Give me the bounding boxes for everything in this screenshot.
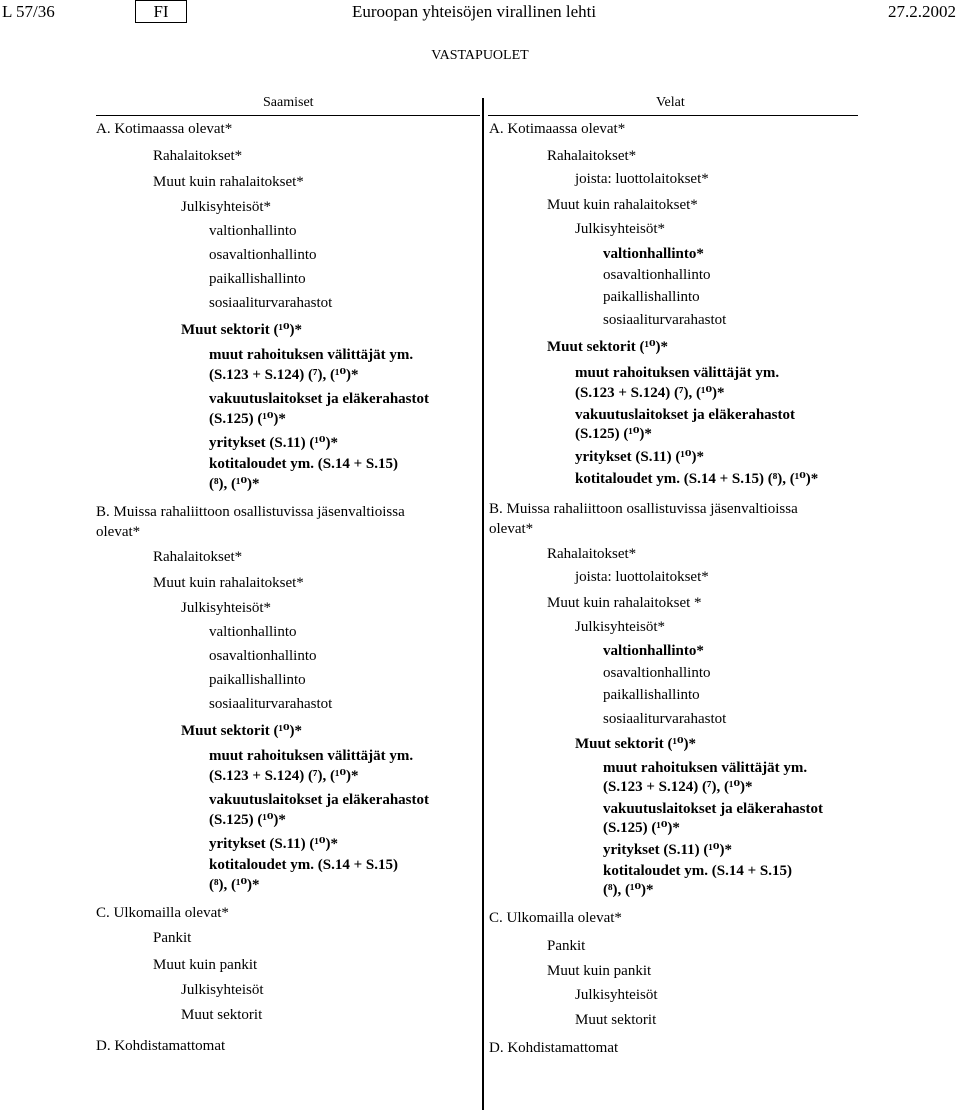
left-line-muut-rahoituksen-va-litta-ja-t-ym: muut rahoituksen välittäjät ym. <box>209 748 414 764</box>
right-line-muut-kuin-rahalaitokset: Muut kuin rahalaitokset* <box>547 197 698 213</box>
left-line-item: (⁸), (¹⁰)* <box>209 476 260 492</box>
left-line-s-123-s-124: (S.123 + S.124) (⁷), (¹⁰)* <box>209 768 359 784</box>
right-line-b-muissa-rahaliittoon-osallistuvissa-ja-: B. Muissa rahaliittoon osallistuvissa jäsenvaltioissa <box>489 501 798 517</box>
right-line-muut-rahoituksen-va-litta-ja-t-ym: muut rahoituksen välittäjät ym. <box>603 760 808 776</box>
right-line-muut-rahoituksen-va-litta-ja-t-ym: muut rahoituksen välittäjät ym. <box>575 365 780 381</box>
right-line-osavaltionhallinto: osavaltionhallinto <box>603 665 711 681</box>
right-line-joista-luottolaitokset: joista: luottolaitokset* <box>575 171 709 187</box>
left-line-julkisyhteiso-t: Julkisyhteisöt* <box>181 600 272 616</box>
left-line-d-kohdistamattomat: D. Kohdistamattomat <box>96 1038 226 1054</box>
right-line-julkisyhteiso-t: Julkisyhteisöt* <box>575 221 666 237</box>
left-line-kotitaloudet-ym-s-14-s-15: kotitaloudet ym. (S.14 + S.15) <box>209 456 398 472</box>
left-line-muut-rahoituksen-va-litta-ja-t-ym: muut rahoituksen välittäjät ym. <box>209 347 414 363</box>
right-line-muut-sektorit: Muut sektorit (¹⁰)* <box>575 736 697 752</box>
right-line-rahalaitokset: Rahalaitokset* <box>547 546 637 562</box>
left-line-rahalaitokset: Rahalaitokset* <box>153 148 243 164</box>
left-line-osavaltionhallinto: osavaltionhallinto <box>209 247 317 263</box>
left-line-b-muissa-rahaliittoon-osallistuvissa-ja-: B. Muissa rahaliittoon osallistuvissa jäsenvaltioissa <box>96 504 405 520</box>
right-line-julkisyhteiso-t: Julkisyhteisöt* <box>575 619 666 635</box>
journal-title: Euroopan yhteisöjen virallinen lehti <box>352 2 597 21</box>
assets-rule <box>96 115 480 116</box>
liabilities-heading: Velat <box>656 95 685 110</box>
right-line-paikallishallinto: paikallishallinto <box>603 687 700 703</box>
left-line-rahalaitokset: Rahalaitokset* <box>153 549 243 565</box>
right-line-valtionhallinto: valtionhallinto* <box>603 246 704 262</box>
right-line-item: (⁸), (¹⁰)* <box>603 882 654 898</box>
right-line-s-125: (S.125) (¹⁰)* <box>603 820 680 836</box>
left-line-valtionhallinto: valtionhallinto <box>209 624 297 640</box>
left-line-olevat: olevat* <box>96 524 141 540</box>
right-line-c-ulkomailla-olevat: C. Ulkomailla olevat* <box>489 910 622 926</box>
right-line-s-125: (S.125) (¹⁰)* <box>575 426 652 442</box>
left-line-c-ulkomailla-olevat: C. Ulkomailla olevat* <box>96 905 229 921</box>
right-line-yritykset-s-11: yritykset (S.11) (¹⁰)* <box>603 842 732 858</box>
page-reference: L 57/36 <box>2 2 55 21</box>
left-line-a-kotimaassa-olevat: A. Kotimaassa olevat* <box>96 121 233 137</box>
right-line-kotitaloudet-ym-s-14-s-15: kotitaloudet ym. (S.14 + S.15) (⁸), (¹⁰)* <box>575 471 819 487</box>
left-line-s-125: (S.125) (¹⁰)* <box>209 411 286 427</box>
language-box: FI <box>135 0 187 23</box>
right-line-vakuutuslaitokset-ja-ela-kerahastot: vakuutuslaitokset ja eläkerahastot <box>575 407 796 423</box>
left-line-paikallishallinto: paikallishallinto <box>209 271 306 287</box>
left-line-pankit: Pankit <box>153 930 192 946</box>
right-line-s-123-s-124: (S.123 + S.124) (⁷), (¹⁰)* <box>603 779 753 795</box>
left-line-julkisyhteiso-t: Julkisyhteisöt* <box>181 199 272 215</box>
right-line-vakuutuslaitokset-ja-ela-kerahastot: vakuutuslaitokset ja eläkerahastot <box>603 801 824 817</box>
column-separator <box>482 98 484 1110</box>
right-line-muut-sektorit: Muut sektorit (¹⁰)* <box>547 339 669 355</box>
right-line-kotitaloudet-ym-s-14-s-15: kotitaloudet ym. (S.14 + S.15) <box>603 863 792 879</box>
left-line-sosiaaliturvarahastot: sosiaaliturvarahastot <box>209 696 333 712</box>
publication-date: 27.2.2002 <box>888 2 956 21</box>
right-line-a-kotimaassa-olevat: A. Kotimaassa olevat* <box>489 121 626 137</box>
right-line-muut-sektorit: Muut sektorit <box>575 1012 657 1028</box>
right-line-olevat: olevat* <box>489 521 534 537</box>
left-line-muut-kuin-pankit: Muut kuin pankit <box>153 957 258 973</box>
right-line-joista-luottolaitokset: joista: luottolaitokset* <box>575 569 709 585</box>
right-line-yritykset-s-11: yritykset (S.11) (¹⁰)* <box>575 449 704 465</box>
right-line-muut-kuin-rahalaitokset: Muut kuin rahalaitokset * <box>547 595 702 611</box>
left-line-vakuutuslaitokset-ja-ela-kerahastot: vakuutuslaitokset ja eläkerahastot <box>209 391 430 407</box>
left-line-muut-sektorit: Muut sektorit (¹⁰)* <box>181 322 303 338</box>
left-line-muut-kuin-rahalaitokset: Muut kuin rahalaitokset* <box>153 575 304 591</box>
right-line-d-kohdistamattomat: D. Kohdistamattomat <box>489 1040 619 1056</box>
left-line-muut-sektorit: Muut sektorit (¹⁰)* <box>181 723 303 739</box>
assets-heading: Saamiset <box>263 95 314 110</box>
left-line-osavaltionhallinto: osavaltionhallinto <box>209 648 317 664</box>
left-line-yritykset-s-11: yritykset (S.11) (¹⁰)* <box>209 435 338 451</box>
right-line-sosiaaliturvarahastot: sosiaaliturvarahastot <box>603 711 727 727</box>
left-line-yritykset-s-11: yritykset (S.11) (¹⁰)* <box>209 836 338 852</box>
left-line-item: (⁸), (¹⁰)* <box>209 877 260 893</box>
left-line-muut-kuin-rahalaitokset: Muut kuin rahalaitokset* <box>153 174 304 190</box>
left-line-julkisyhteiso-t: Julkisyhteisöt <box>181 982 264 998</box>
right-line-paikallishallinto: paikallishallinto <box>603 289 700 305</box>
left-line-paikallishallinto: paikallishallinto <box>209 672 306 688</box>
right-line-julkisyhteiso-t: Julkisyhteisöt <box>575 987 658 1003</box>
right-line-valtionhallinto: valtionhallinto* <box>603 643 704 659</box>
right-line-osavaltionhallinto: osavaltionhallinto <box>603 267 711 283</box>
right-line-sosiaaliturvarahastot: sosiaaliturvarahastot <box>603 312 727 328</box>
right-line-rahalaitokset: Rahalaitokset* <box>547 148 637 164</box>
left-line-sosiaaliturvarahastot: sosiaaliturvarahastot <box>209 295 333 311</box>
right-line-pankit: Pankit <box>547 938 586 954</box>
journal-header <box>0 0 960 24</box>
left-line-s-123-s-124: (S.123 + S.124) (⁷), (¹⁰)* <box>209 367 359 383</box>
right-line-muut-kuin-pankit: Muut kuin pankit <box>547 963 652 979</box>
document-title: VASTAPUOLET <box>431 48 529 63</box>
left-line-muut-sektorit: Muut sektorit <box>181 1007 263 1023</box>
left-line-kotitaloudet-ym-s-14-s-15: kotitaloudet ym. (S.14 + S.15) <box>209 857 398 873</box>
right-line-s-123-s-124: (S.123 + S.124) (⁷), (¹⁰)* <box>575 385 725 401</box>
liabilities-rule <box>488 115 858 116</box>
left-line-s-125: (S.125) (¹⁰)* <box>209 812 286 828</box>
left-line-vakuutuslaitokset-ja-ela-kerahastot: vakuutuslaitokset ja eläkerahastot <box>209 792 430 808</box>
left-line-valtionhallinto: valtionhallinto <box>209 223 297 239</box>
